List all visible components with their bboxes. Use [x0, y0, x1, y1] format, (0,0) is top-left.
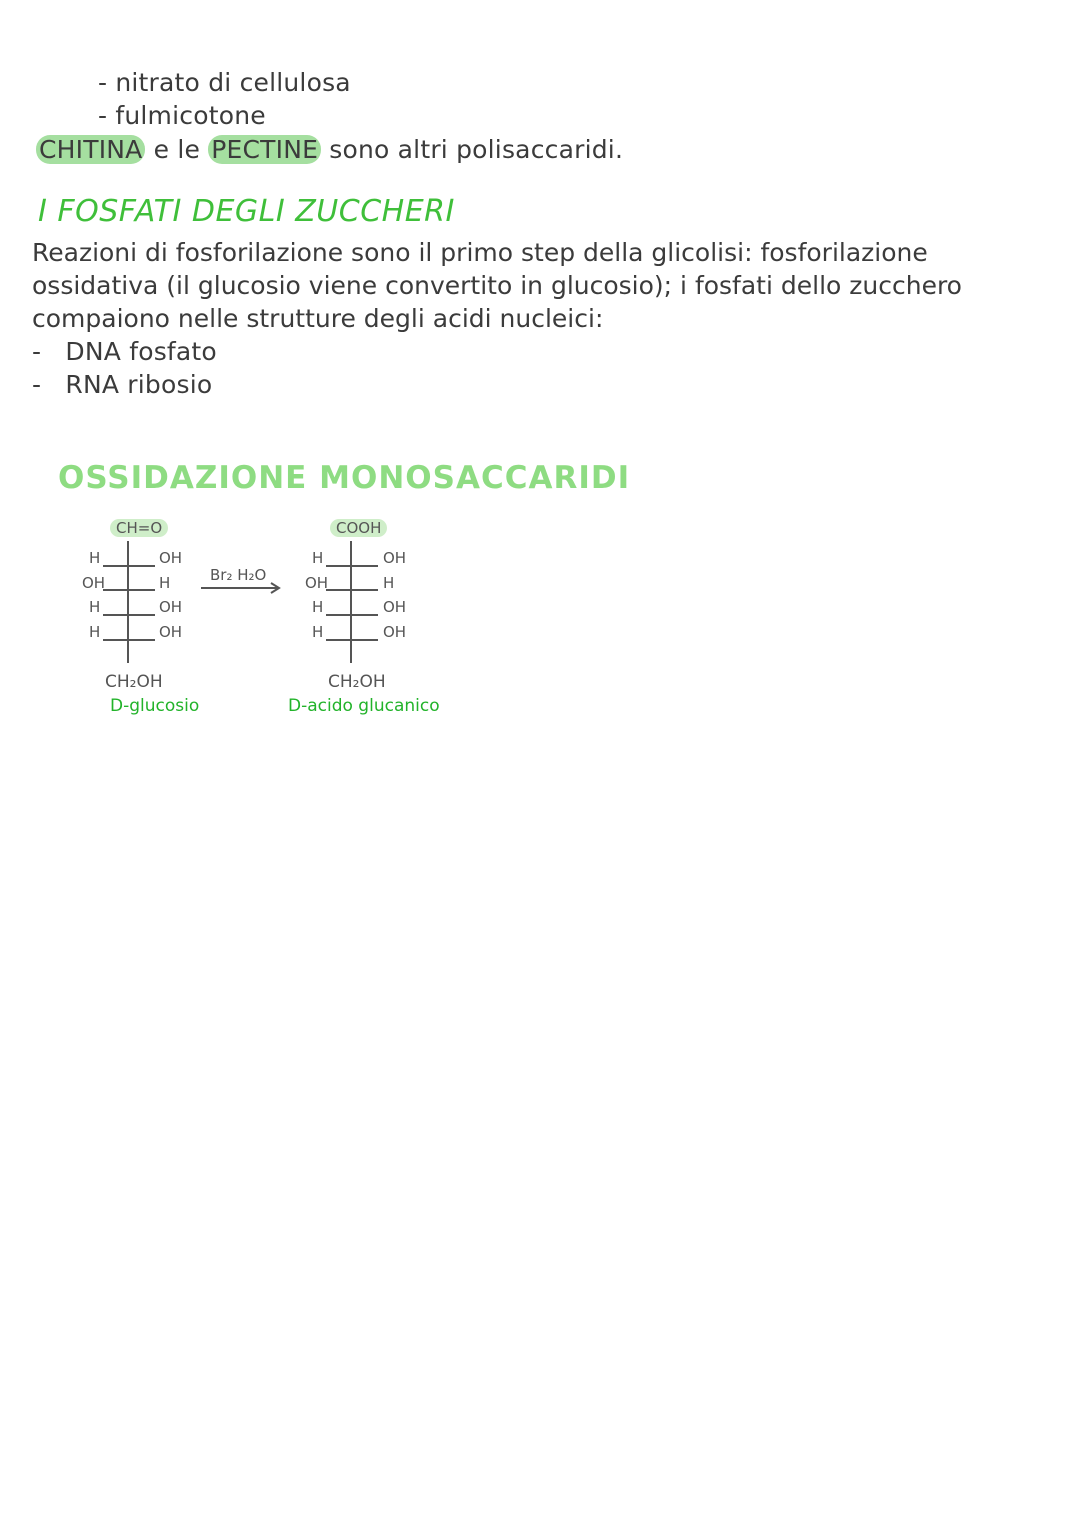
right-r3-right: OH — [383, 598, 407, 616]
left-r1-left: H — [89, 549, 101, 567]
right-top-group-label: COOH — [330, 519, 387, 537]
right-bond-3 — [326, 614, 378, 616]
right-r1-left: H — [312, 549, 324, 567]
polysaccharides-rest: sono altri polisaccaridi. — [321, 135, 624, 164]
right-bond-1 — [326, 565, 378, 567]
left-bottom-group: CH₂OH — [105, 672, 163, 692]
section-title-fosfati: I FOSFATI DEGLI ZUCCHERI — [38, 194, 455, 229]
list-item-fulmicotone: - fulmicotone — [98, 101, 266, 130]
reagent-label: Br₂ H₂O — [210, 566, 267, 584]
right-bottom-group: CH₂OH — [328, 672, 386, 692]
right-vertical-bond — [350, 541, 352, 663]
right-r3-left: H — [312, 598, 324, 616]
left-r3-left: H — [89, 598, 101, 616]
right-top-group — [330, 519, 387, 537]
right-r2-left: OH — [305, 574, 329, 592]
pectine-highlight: PECTINE — [208, 135, 321, 164]
bullet-dna — [32, 335, 217, 368]
connector-text: e le — [145, 135, 209, 164]
polysaccharides-sentence — [36, 133, 623, 166]
right-r1-right: OH — [383, 549, 407, 567]
right-bond-4 — [326, 639, 378, 641]
left-top-group — [110, 519, 168, 537]
left-r4-right: OH — [159, 623, 183, 641]
left-bond-1 — [103, 565, 155, 567]
right-r2-right: H — [383, 574, 395, 592]
bullet-rna-text: RNA ribosio — [65, 370, 213, 399]
left-bond-3 — [103, 614, 155, 616]
right-bond-2 — [326, 589, 378, 591]
list-item-nitrato: - nitrato di cellulosa — [98, 68, 351, 97]
left-bond-4 — [103, 639, 155, 641]
fosfati-paragraph: Reazioni di fosforilazione sono il primo step della glicolisi: fosforilazione ossidativa (il glucosio viene convertito in glucosio); i fosfati dello zucchero compaiono nelle strutture degli acidi nucleici: — [32, 238, 962, 333]
left-molecule-name: D-glucosio — [110, 696, 200, 716]
left-top-group-label: CH=O — [110, 519, 168, 537]
bullet-marker: - — [32, 337, 42, 366]
reaction-arrow-icon — [200, 582, 282, 594]
section-title-ossidazione: OSSIDAZIONE MONOSACCARIDI — [58, 460, 631, 496]
left-r2-right: H — [159, 574, 171, 592]
bullet-marker: - — [32, 370, 42, 399]
left-r1-right: OH — [159, 549, 183, 567]
bullet-dna-text: DNA fosfato — [65, 337, 217, 366]
left-r3-right: OH — [159, 598, 183, 616]
right-r4-left: H — [312, 623, 324, 641]
right-molecule-name: D-acido glucanico — [288, 696, 440, 716]
bullet-rna — [32, 368, 212, 401]
right-r4-right: OH — [383, 623, 407, 641]
left-bond-2 — [103, 589, 155, 591]
left-r4-left: H — [89, 623, 101, 641]
left-r2-left: OH — [82, 574, 106, 592]
left-vertical-bond — [127, 541, 129, 663]
chitina-highlight: CHITINA — [36, 135, 145, 164]
